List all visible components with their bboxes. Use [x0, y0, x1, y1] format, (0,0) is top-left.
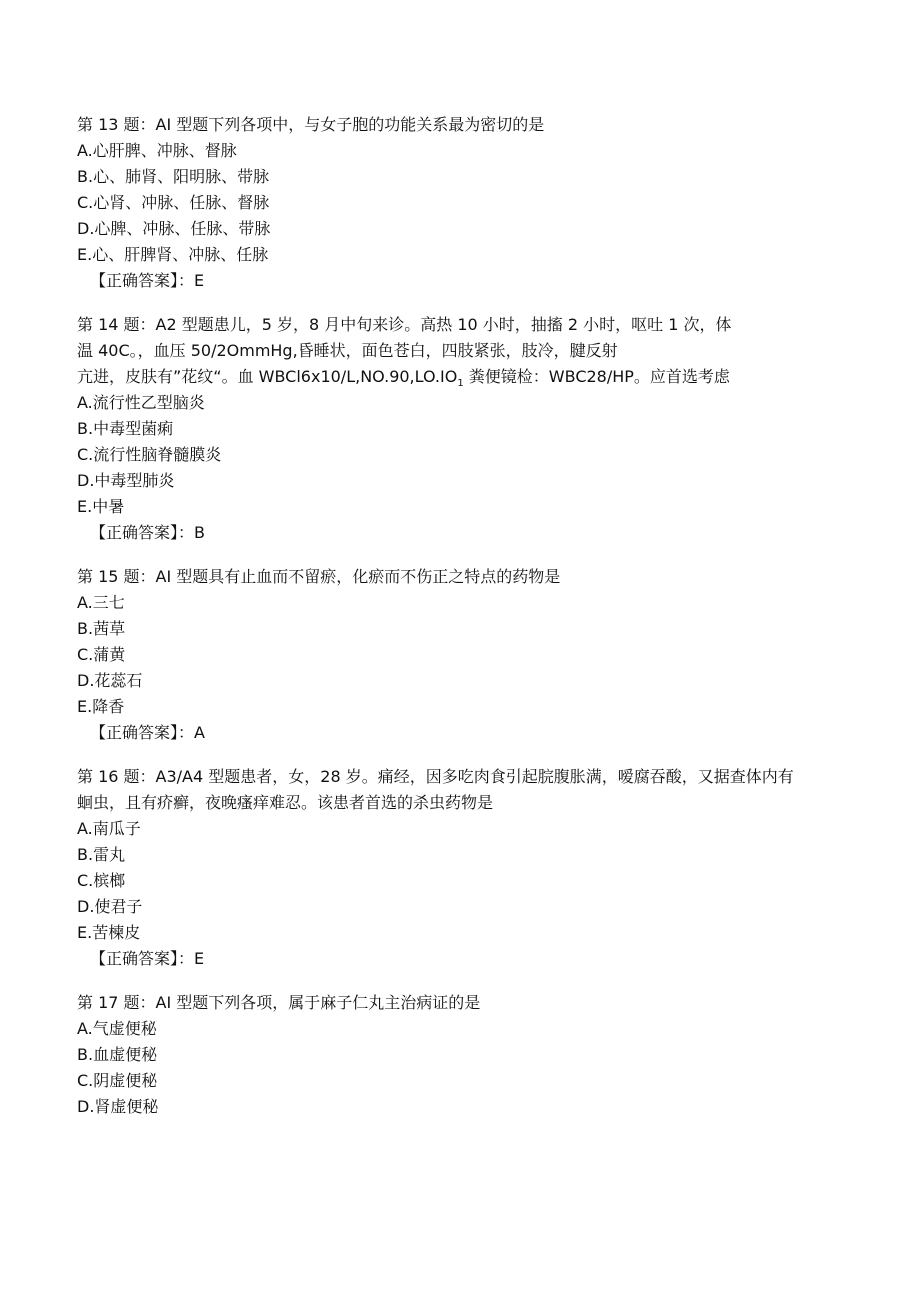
- correct-answer: 【正确答案】：A: [90, 723, 205, 742]
- option-a: A.气虚便秘: [77, 1019, 157, 1038]
- question-stem-line-2: 蛔虫，且有疥癣，夜晚瘙痒难忍。该患者首选的杀虫药物是: [77, 793, 494, 812]
- option-a: A.南瓜子: [77, 819, 141, 838]
- option-e: E.中暑: [77, 497, 125, 516]
- option-e: E.心、肝脾肾、冲脉、任脉: [77, 245, 269, 264]
- question-16: [77, 764, 857, 972]
- stem-text-tail: 粪便镜检：WBC28/HP。应首选考虑: [463, 367, 730, 386]
- question-stem-line-3: [77, 364, 857, 390]
- question-17: [77, 990, 857, 1120]
- option-e: E.降香: [77, 697, 125, 716]
- question-15: [77, 564, 857, 746]
- question-stem: 第 14 题：A2 型题患儿，5 岁，8 月中旬来诊。高热 10 小时，抽搐 2 小时，呕吐 1 次，体: [77, 315, 732, 334]
- question-14: [77, 312, 857, 546]
- question-stem-line-2: 温 40C。，血压 50/2OmmHg,昏睡状，面色苍白，四肢紧张，肢冷，腱反射: [77, 341, 618, 360]
- option-b: B.中毒型菌痢: [77, 419, 174, 438]
- option-b: B.血虚便秘: [77, 1045, 158, 1064]
- stem-text: 亢进，皮肤有”花纹“。血 WBCl6x10/L,NO.90,LO.IO: [77, 367, 458, 386]
- question-stem: 第 15 题：AI 型题具有止血而不留瘀，化瘀而不伤正之特点的药物是: [77, 567, 561, 586]
- option-d: D.花蕊石: [77, 671, 143, 690]
- option-d: D.心脾、冲脉、任脉、带脉: [77, 219, 271, 238]
- correct-answer: 【正确答案】：E: [90, 949, 205, 968]
- option-a: A.流行性乙型脑炎: [77, 393, 205, 412]
- option-b: B.茜草: [77, 619, 126, 638]
- correct-answer: 【正确答案】：B: [90, 523, 205, 542]
- option-a: A.心肝脾、冲脉、督脉: [77, 141, 237, 160]
- question-stem: 第 17 题：AI 型题下列各项，属于麻子仁丸主治病证的是: [77, 993, 481, 1012]
- option-c: C.槟榔: [77, 871, 126, 890]
- option-b: B.心、肺肾、阳明脉、带脉: [77, 167, 270, 186]
- document-page: [77, 112, 857, 1120]
- option-c: C.心肾、冲脉、任脉、督脉: [77, 193, 270, 212]
- option-c: C.流行性脑脊髓膜炎: [77, 445, 222, 464]
- question-stem: 第 13 题：AI 型题下列各项中，与女子胞的功能关系最为密切的是: [77, 115, 545, 134]
- subscript: 1: [457, 378, 464, 390]
- option-a: A.三七: [77, 593, 125, 612]
- question-stem: 第 16 题：A3/A4 型题患者，女，28 岁。痛经，因多吃肉食引起脘腹胀满，嗳腐吞酸，又据查体内有: [77, 767, 794, 786]
- option-e: E.苦楝皮: [77, 923, 141, 942]
- option-b: B.雷丸: [77, 845, 126, 864]
- correct-answer: 【正确答案】：E: [90, 271, 205, 290]
- option-d: D.肾虚便秘: [77, 1097, 159, 1116]
- question-13: [77, 112, 857, 294]
- option-c: C.蒲黄: [77, 645, 126, 664]
- option-c: C.阴虚便秘: [77, 1071, 158, 1090]
- option-d: D.使君子: [77, 897, 143, 916]
- option-d: D.中毒型肺炎: [77, 471, 175, 490]
